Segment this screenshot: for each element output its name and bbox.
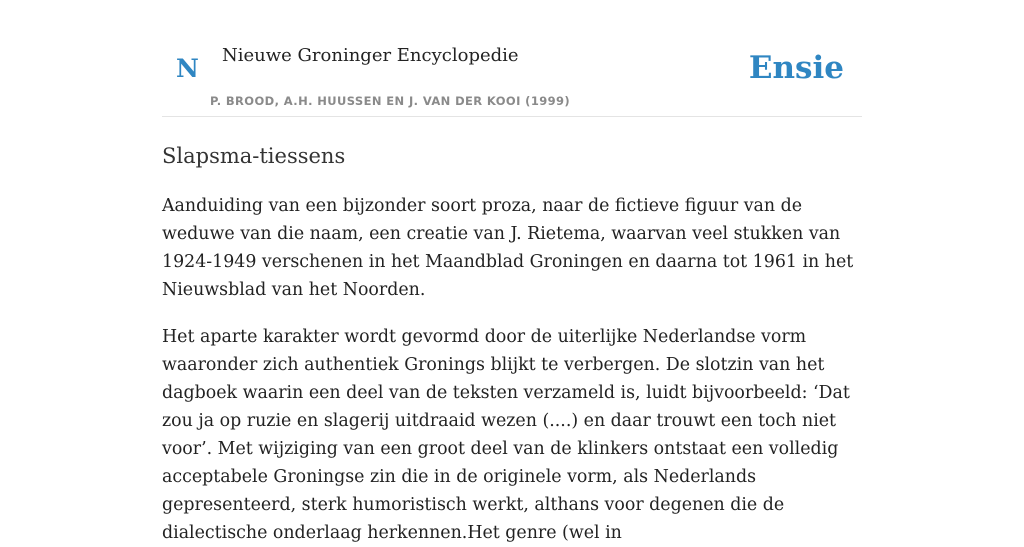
ensie-logo[interactable]: Ensie (748, 50, 844, 86)
encyclopedia-logo-icon[interactable]: N (176, 54, 199, 83)
book-authors: P. BROOD, A.H. HUUSSEN EN J. VAN DER KOOI (1999) (210, 94, 571, 108)
entry-title: Slapsma-tiessens (162, 144, 346, 168)
header (162, 0, 862, 117)
entry-paragraph-2: Het aparte karakter wordt gevormd door de uiterlijke Nederlandse vorm waaronder zich authentiek Gronings blijkt te verbergen. De slotzin van het dagboek waarin een deel van de teksten verzameld is, luidt bijvoorbeeld: ‘Dat zou ja op ruzie en slagerij uitdraaid wezen (....) en daar trouwt een toch niet voor’. Met wijziging van een groot deel van de klinkers ontstaat een volledig acceptabele Groningse zin die in de originele vorm, als Nederlands gepresenteerd, sterk humoristisch werkt, althans voor degenen die de dialectische onderlaag herkennen.Het genre (wel in (162, 327, 850, 543)
page (162, 0, 862, 543)
entry-paragraph-1: Aanduiding van een bijzonder soort proza, naar de fictieve figuur van de weduwe van die naam, een creatie van J. Rietema, waarvan veel stukken van 1924-1949 verschenen in het Maandblad Groningen en daarna tot 1961 in het Nieuwsblad van het Noorden. (162, 196, 854, 300)
book-title[interactable]: Nieuwe Groninger Encyclopedie (222, 45, 519, 66)
